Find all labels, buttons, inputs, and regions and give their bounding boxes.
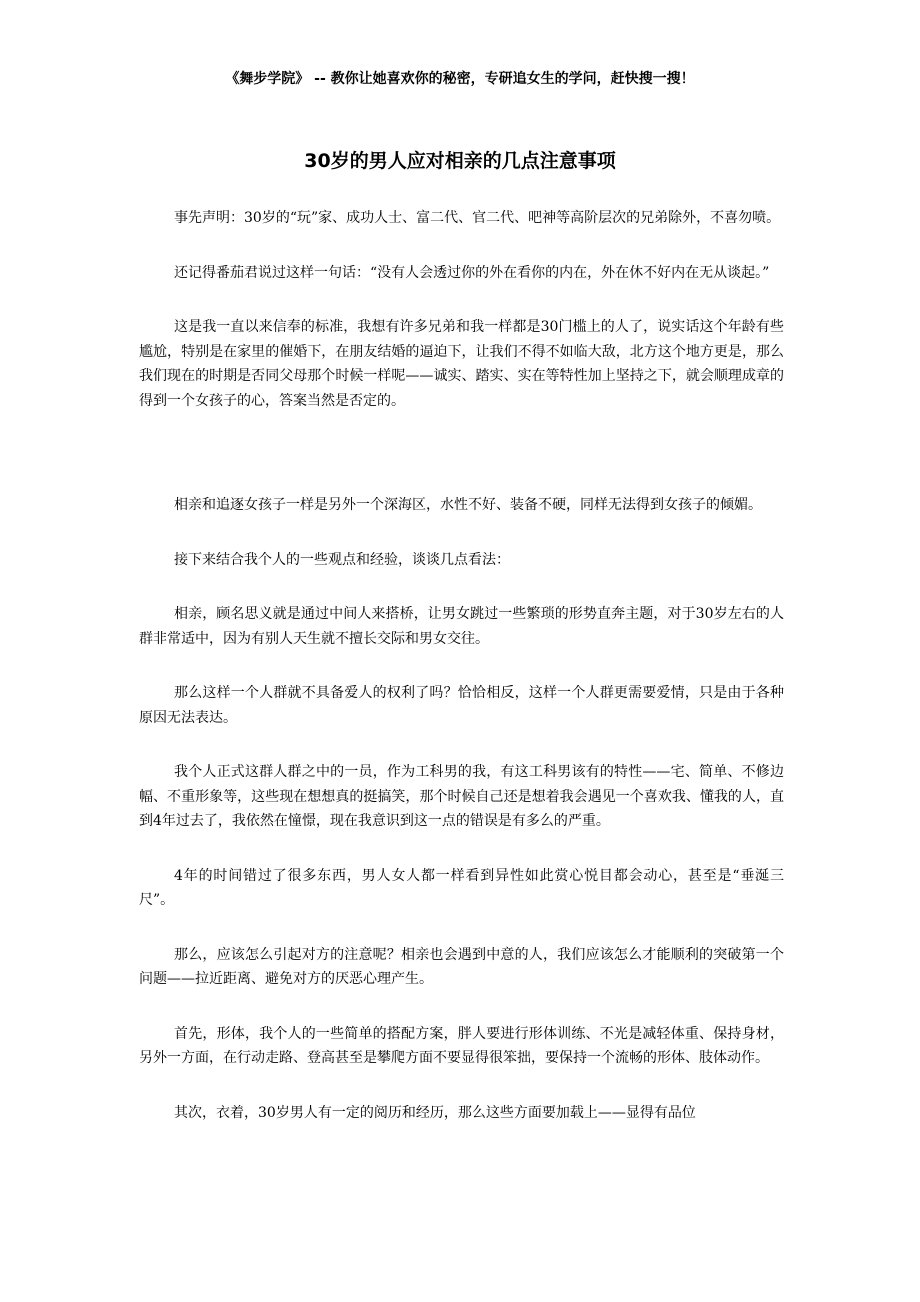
promo-banner: 《舞步学院》 -- 教你让她喜欢你的秘密，专研追女生的学问，赶快搜一搜！ — [225, 71, 695, 87]
paragraph-deep-sea: 相亲和追逐女孩子一样是另外一个深海区，水性不好、装备不硬，同样无法得到女孩子的倾媚。 — [174, 497, 762, 513]
article-body — [139, 206, 784, 1155]
paragraph-personal: 我个人正式这群人群之中的一员，作为工科男的我，有这工科男该有的特性——宅、简单、不修边幅、不重形象等，这些现在想想真的挺搞笑，那个时候自己还是想着我会遇见一个喜欢我、懂我的人，直到4年过去了，我依然在憧憬，现在我意识到这一点的错误是有多么的严重。 — [139, 764, 784, 829]
paragraph-quote: 还记得番茄君说过这样一句话：“没有人会透过你的外在看你的内在，外在休不好内在无从谈起。” — [174, 264, 770, 281]
paragraph-clothing: 其次，衣着，30岁男人有一定的阅历和经历，那么这些方面要加载上——显得有品位 — [174, 1104, 696, 1121]
paragraph-intro-points: 接下来结合我个人的一些观点和经验，谈谈几点看法： — [174, 551, 510, 568]
paragraph-definition: 相亲，顾名思义就是通过中间人来搭桥，让男女跳过一些繁琐的形势直奔主题，对于30岁左右的人群非常适中，因为有别人天生就不擅长交际和男女交往。 — [139, 606, 784, 647]
paragraph-standard: 这是我一直以来信奉的标准，我想有许多兄弟和我一样都是30门槛上的人了，说实话这个年龄有些尴尬，特别是在家里的催婚下，在朋友结婚的逼迫下，让我们不得不如临大敌，北方这个地方更是，那么我们现在的时期是否同父母那个时候一样呢——诚实、踏实、实在等特性加上坚持之下，就会顺理成章的得到一个女孩子的心，答案当然是否定的。 — [139, 319, 784, 409]
paragraph-attention: 那么，应该怎么引起对方的注意呢？相亲也会遇到中意的人，我们应该怎么才能顺利的突破第一个问题——拉近距离、避免对方的厌恶心理产生。 — [139, 946, 784, 987]
paragraph-four-years: 4年的时间错过了很多东西，男人女人都一样看到异性如此赏心悦目都会动心，甚至是“垂涎三尺”。 — [139, 867, 784, 908]
paragraph-right-to-love: 那么这样一个人群就不具备爱人的权利了吗？恰恰相反，这样一个人群更需要爱情，只是由于各种原因无法表达。 — [139, 685, 784, 726]
paragraph-disclaimer: 事先声明：30岁的“玩”家、成功人士、富二代、官二代、吧神等高阶层次的兄弟除外，不喜勿喷。 — [174, 210, 781, 226]
article-title: 30岁的男人应对相亲的几点注意事项 — [304, 150, 616, 172]
paragraph-physique: 首先，形体，我个人的一些简单的搭配方案，胖人要进行形体训练、不光是减轻体重、保持身材，另外一方面，在行动走路、登高甚至是攀爬方面不要显得很笨拙，要保持一个流畅的形体、肢体动作。 — [139, 1025, 784, 1066]
